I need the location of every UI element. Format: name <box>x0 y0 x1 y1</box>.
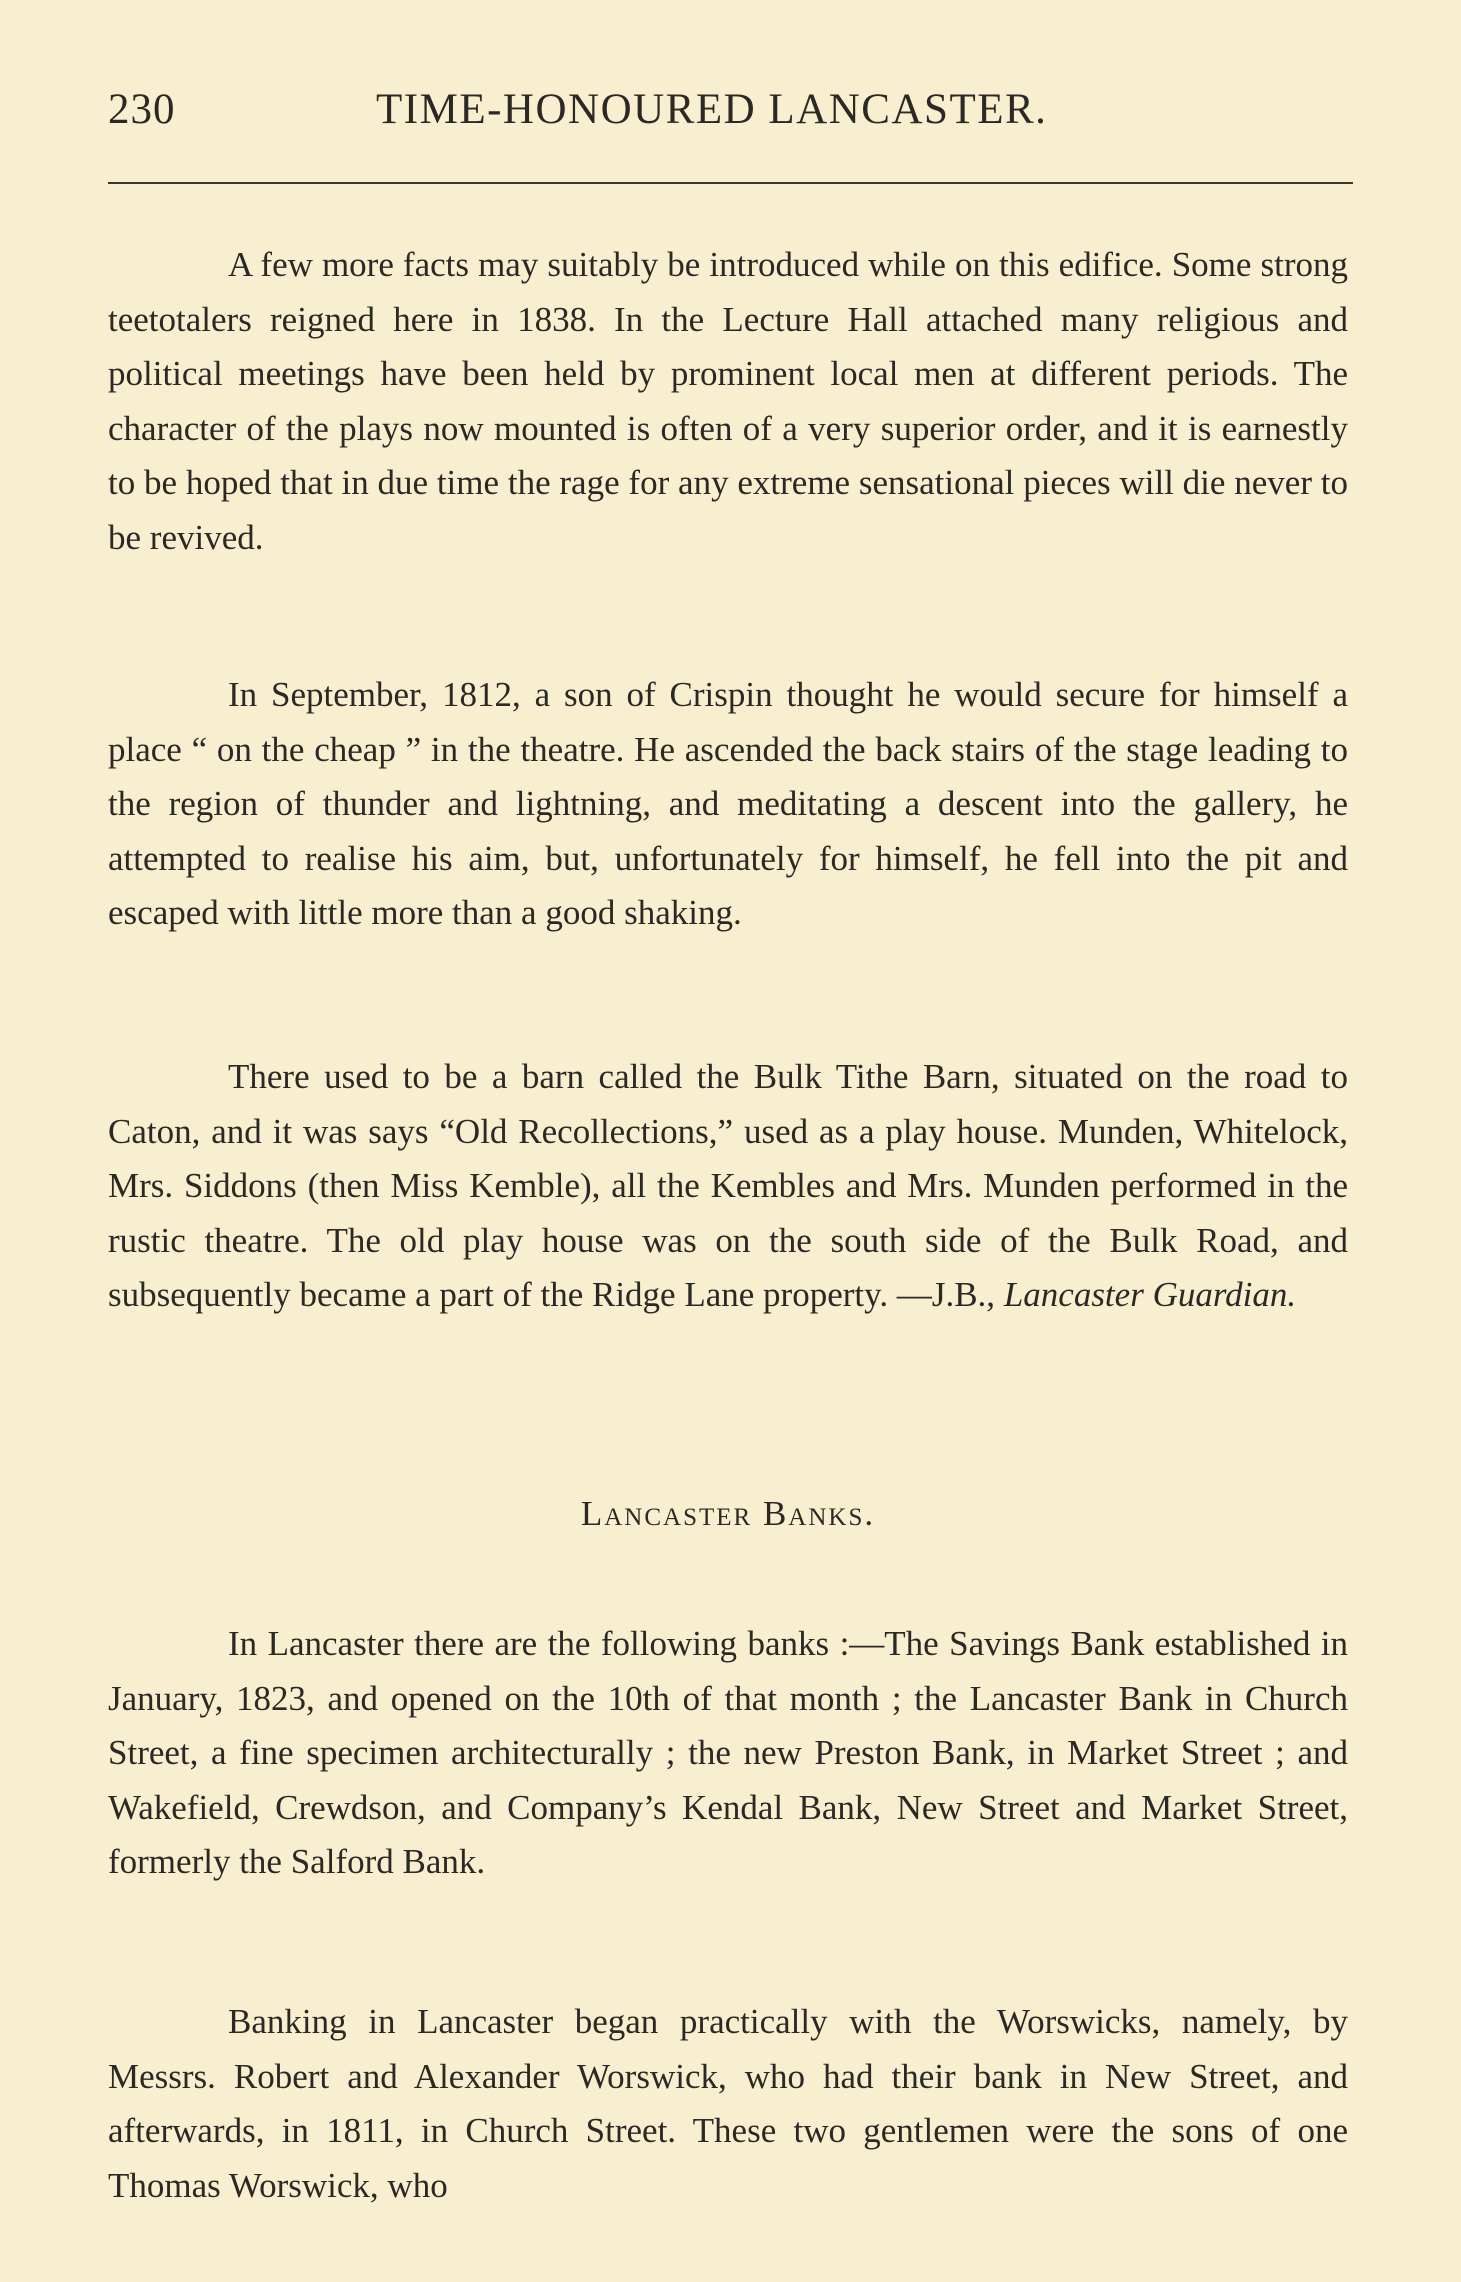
header-rule <box>108 182 1353 184</box>
paragraph-edifice-facts: A few more facts may suitably be introduced while on this edifice. Some strong teetotalers reigned here in 1838. In the Lecture Hall attached many religious and political meetings have been held by prominent local men at different periods. The character of the plays now mounted is often of a very superior order, and it is earnestly to be hoped that in due time the rage for any extreme sensational pieces will die never to be revived. <box>108 245 1348 557</box>
paragraph-crispin: In September, 1812, a son of Crispin thought he would secure for himself a place “ on the cheap ” in the theatre. He ascended the back stairs of the stage leading to the region of thunder and lightning, and meditating a descent into the gallery, he attempted to realise his aim, but, unfortunately for himself, he fell into the pit and escaped with little more than a good shaking. <box>108 675 1348 932</box>
attribution-prefix: —J.B., <box>896 1275 1004 1314</box>
paragraph-banks-list: In Lancaster there are the following banks :—The Savings Bank established in January, 1823, and opened on the 10th of that month ; the Lancaster Bank in Church Street, a fine specimen architecturally ; the new Preston Bank, in Market Street ; and Wakefield, Crewdson, and Company’s Kendal Bank, New Street and Market Street, formerly the Salford Bank. <box>108 1624 1348 1881</box>
paragraph-tithe-barn <box>108 1050 1348 1323</box>
running-title: TIME-HONOURED LANCASTER. <box>376 86 1048 133</box>
section-heading: Lancaster Banks. <box>580 1494 876 1533</box>
running-head <box>108 85 1348 145</box>
tithe-barn-text: There used to be a barn called the Bulk Tithe Barn, situated on the road to Caton, and it was says “Old Recollections,” used as a play house. Munden, Whitelock, Mrs. Siddons (then Miss Kemble), all the Kembles and Mrs. Munden performed in the rustic theatre. The old play house was on the south side of the Bulk Road, and subsequently became a part of the Ridge Lane property. <box>108 1057 1348 1314</box>
attribution <box>897 1275 1296 1314</box>
attribution-source: Lancaster Guardian. <box>1003 1275 1297 1314</box>
paragraph-worswick: Banking in Lancaster began practically with the Worswicks, namely, by Messrs. Robert and Alexander Worswick, who had their bank in New Street, and afterwards, in 1811, in Church Street. These two gentlemen were the sons of one Thomas Worswick, who <box>108 2002 1348 2205</box>
page-number: 230 <box>108 86 176 133</box>
